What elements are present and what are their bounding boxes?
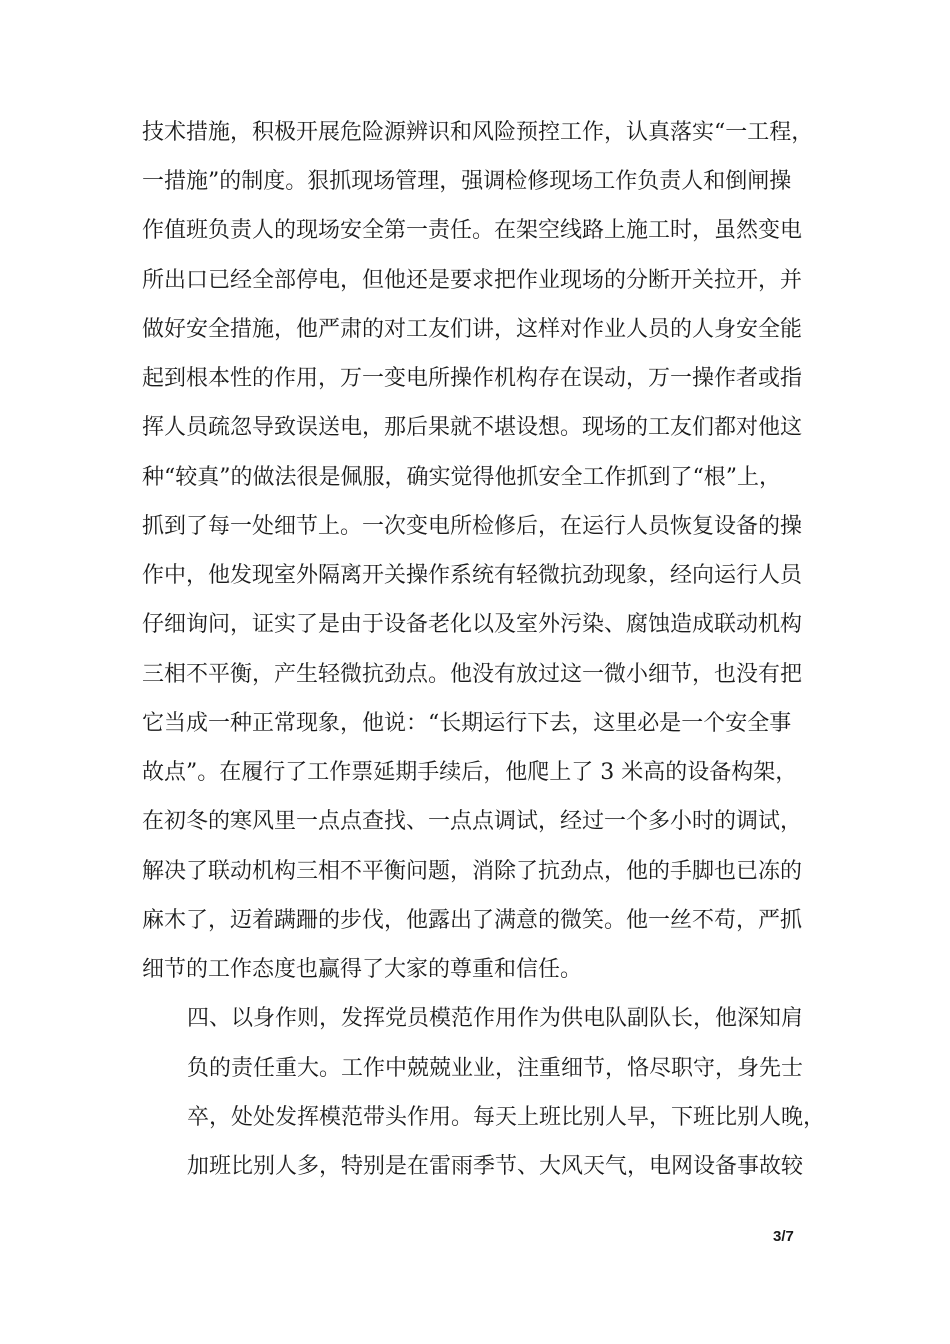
paragraph-line: 仔细询问，证实了是由于设备老化以及室外污染、腐蚀造成联动机构 (142, 612, 803, 637)
paragraph-line: 起到根本性的作用，万一变电所操作机构存在误动，万一操作者或指 (142, 366, 803, 391)
paragraph-line: 挥人员疏忽导致误送电，那后果就不堪设想。现场的工友们都对他这 (142, 415, 803, 440)
paragraph-line: 故点”。在履行了工作票延期手续后，他爬上了 3 米高的设备构架， (142, 760, 798, 785)
paragraph-line: 麻木了，迈着蹒跚的步伐，他露出了满意的微笑。他一丝不苟，严抓 (142, 908, 803, 933)
paragraph-line: 种“较真”的做法很是佩服，确实觉得他抓安全工作抓到了“根”上， (142, 465, 781, 490)
section-paragraph-line: 负的责任重大。工作中兢兢业业，注重细节，恪尽职守，身先士 (187, 1056, 804, 1081)
paragraph-line: 抓到了每一处细节上。一次变电所检修后，在运行人员恢复设备的操 (142, 514, 803, 539)
paragraph-line: 作中，他发现室外隔离开关操作系统有轻微抗劲现象，经向运行人员 (142, 563, 803, 588)
section-paragraph-line: 加班比别人多，特别是在雷雨季节、大风天气，电网设备事故较 (187, 1154, 804, 1179)
paragraph-line: 做好安全措施，他严肃的对工友们讲，这样对作业人员的人身安全能 (142, 317, 803, 342)
page-number: 3/7 (773, 1228, 794, 1245)
paragraph-line: 它当成一种正常现象，他说：“长期运行下去，这里必是一个安全事 (142, 711, 792, 736)
paragraph-line: 细节的工作态度也赢得了大家的尊重和信任。 (142, 957, 583, 982)
paragraph-line: 技术措施，积极开展危险源辨识和风险预控工作，认真落实“一工程， (142, 120, 814, 145)
paragraph-line: 一措施”的制度。狠抓现场管理，强调检修现场工作负责人和倒闸操 (142, 169, 792, 194)
paragraph-line: 解决了联动机构三相不平衡问题，消除了抗劲点，他的手脚也已冻的 (142, 859, 803, 884)
paragraph-line: 三相不平衡，产生轻微抗劲点。他没有放过这一微小细节，也没有把 (142, 662, 803, 687)
paragraph-line: 所出口已经全部停电，但他还是要求把作业现场的分断开关拉开，并 (142, 268, 803, 293)
paragraph-line: 在初冬的寒风里一点点查找、一点点调试，经过一个多小时的调试， (142, 809, 803, 834)
paragraph-line: 作值班负责人的现场安全第一责任。在架空线路上施工时，虽然变电 (142, 218, 803, 243)
section-heading-line: 四、以身作则，发挥党员模范作用作为供电队副队长，他深知肩 (187, 1006, 804, 1031)
section-paragraph-line: 卒，处处发挥模范带头作用。每天上班比别人早，下班比别人晚， (187, 1105, 826, 1130)
